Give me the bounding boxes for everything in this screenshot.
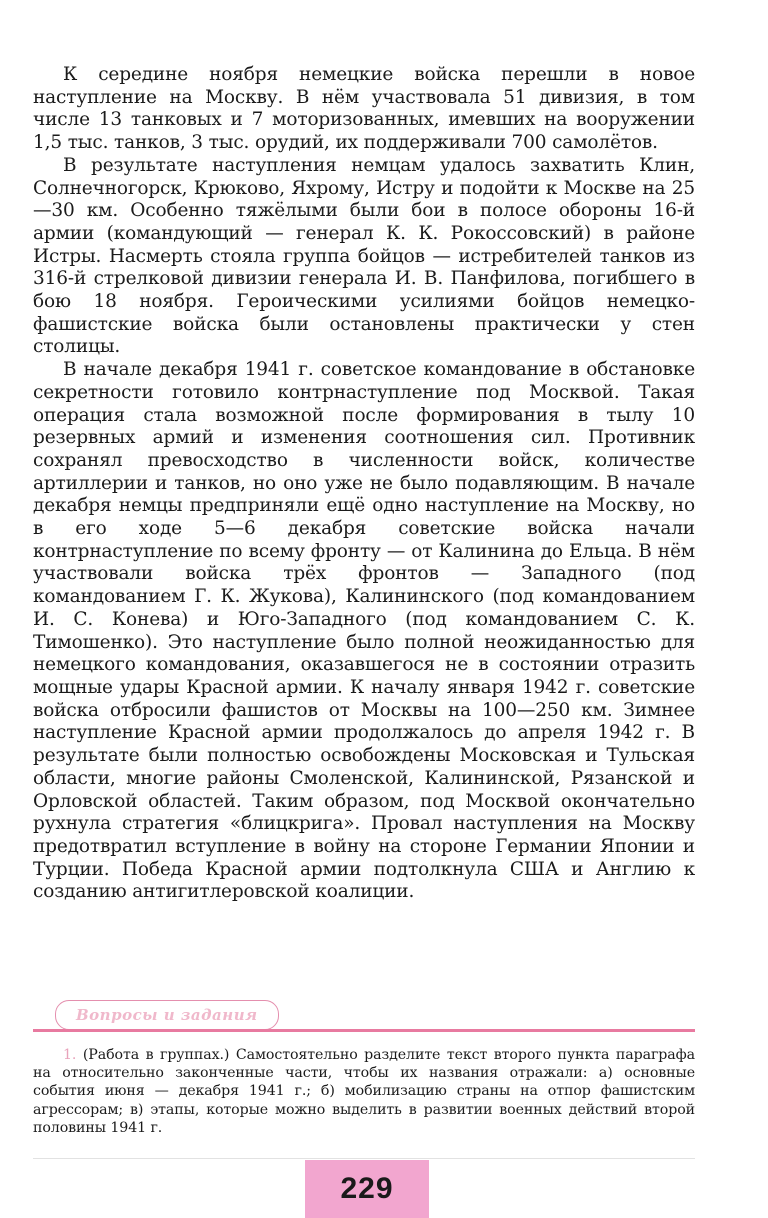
paragraph-november-offensive: К середине ноября немецкие войска перешли в новое наступление на Москву. В нём участвовала 51 дивизия, в том числе 13 танковых и 7 моторизованных, имевших на вооружении 1,5 тыс. танков, 3 тыс. орудий, их поддерживали 700 самолётов. [33, 64, 695, 154]
question-item [33, 1046, 695, 1137]
page-number: 229 [340, 1172, 394, 1205]
main-text-body [33, 64, 695, 904]
question-number: 1. [63, 1047, 77, 1063]
questions-header-label: Вопросы и задания [55, 1000, 279, 1030]
paragraph-counteroffensive: В начале декабря 1941 г. советское командование в обстановке секретности готовило контрнаступление под Москвой. Такая операция стала возможной после формирования в тылу 10 резервных армий и изменения соотношения сил. Противник сохранял превосходство в численности войск, количестве артиллерии и танков, но оно уже не было подавляющим. В начале декабря немцы предприняли ещё одно наступление на Москву, но в его ходе 5—6 декабря советские войска начали контрнаступление по всему фронту — от Калинина до Ельца. В нём участвовали войска трёх фронтов — Западного (под командованием Г. К. Жукова), Калининского (под командованием И. С. Конева) и Юго-Западного (под командованием С. К. Тимошенко). Это наступление было полной неожиданностью для немецкого командования, оказавшегося не в состоянии отразить мощные удары Красной армии. К началу января 1942 г. советские войска отбросили фашистов от Москвы на 100—250 км. Зимнее наступление Красной армии продолжалось до апреля 1942 г. В результате были полностью освобождены Московская и Тульская области, многие районы Смоленской, Калининской, Рязанской и Орловской областей. Таким образом, под Москвой окончательно рухнула стратегия «блицкрига». Провал наступления на Москву предотвратил вступление в войну на стороне Германии Японии и Турции. Победа Красной армии подтолкнула США и Англию к созданию антигитлеровской коалиции. [33, 359, 695, 903]
question-text: (Работа в группах.) Самостоятельно разделите текст второго пункта параграфа на относительно законченные части, чтобы их названия отражали: а) основные события июня — декабря 1941 г.; б) мобилизацию страны на отпор фашистским агрессорам; в) этапы, которые можно выделить в развитии военных действий второй половины 1941 г. [33, 1047, 695, 1136]
page-number-badge [305, 1160, 429, 1218]
questions-section-header [33, 1000, 695, 1040]
paragraph-defense-battles: В результате наступления немцам удалось захватить Клин, Солнечногорск, Крюково, Яхрому, Истру и подойти к Москве на 25—30 км. Особенно тяжёлыми были бои в полосе обороны 16-й армии (командующий — генерал К. К. Рокоссовский) в районе Истры. Насмерть стояла группа бойцов — истребителей танков из 316-й стрелковой дивизии генерала И. В. Панфилова, погибшего в бою 18 ноября. Героическими усилиями бойцов немецко-фашистские войска были остановлены практически у стен столицы. [33, 154, 695, 358]
questions-divider [33, 1029, 695, 1032]
questions-list [33, 1046, 695, 1137]
footer-divider [33, 1158, 695, 1159]
